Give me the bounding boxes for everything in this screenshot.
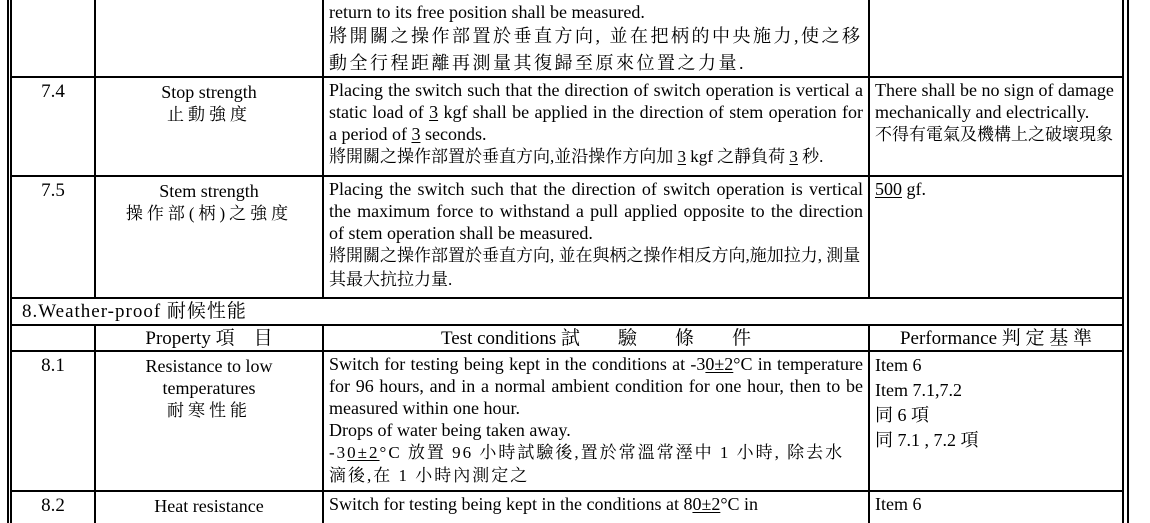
conditions-7-5-english: Placing the switch such that the direction of switch operation is vertical the maximum force to withstand a pull applied opposite to the direction of stem operation shall be measured. (329, 179, 863, 243)
conditions-7-4-english: Placing the switch such that the direction of switch operation is vertical a static load of 3 kgf shall be applied in the direction of stem operation for a period of 3 seconds. (329, 80, 863, 144)
section-8-title: 8.Weather-proof 耐候性能 (12, 299, 1122, 326)
conditions-7-3-english: return to its free position shall be measured. (329, 2, 645, 22)
cell-property-7-4 (96, 78, 324, 177)
header-performance: Performance 判 定 基 準 (870, 326, 1122, 352)
property-8-1-english-line2: temperatures (162, 378, 256, 398)
performance-7-4-english: There shall be no sign of damage mechanically and electrically. (875, 80, 1114, 122)
property-8-1-english-line1: Resistance to low (145, 356, 273, 376)
conditions-8-1-chinese: -30±2°C 放置 96 小時試驗後,置於常溫常溼中 1 小時, 除去水滴後,在 1 小時內測定之 (329, 443, 845, 485)
performance-8-1-line4: 同 7.1 , 7.2 項 (875, 430, 979, 450)
performance-8-1-line1: Item 6 (875, 355, 922, 375)
cell-performance-7-4 (870, 78, 1122, 177)
cell-item-7-5: 7.5 (12, 177, 96, 299)
property-7-4-english: Stop strength (161, 82, 257, 102)
performance-7-4-chinese: 不得有電氣及機構上之破壞現象 (875, 125, 1113, 144)
performance-8-1-line3: 同 6 項 (875, 405, 929, 425)
cell-conditions-8-2 (324, 492, 870, 523)
cell-property-8-2 (96, 492, 324, 523)
cell-performance-8-2 (870, 492, 1122, 523)
property-7-5-chinese: 操作部(柄)之強度 (125, 204, 293, 223)
performance-8-1-line2: Item 7.1,7.2 (875, 380, 962, 400)
cell-conditions-7-5 (324, 177, 870, 299)
header-test-conditions: Test conditions 試 驗 條 件 (324, 326, 870, 352)
property-7-4-chinese: 止動強度 (167, 105, 251, 124)
header-property: Property 項 目 (96, 326, 324, 352)
conditions-8-1-english-2: Drops of water being taken away. (329, 420, 571, 440)
conditions-8-1-english: Switch for testing being kept in the conditions at -30±2°C in temperature for 96 hours, and in a normal ambient condition for one hour, then to be measured within one hour. (329, 354, 863, 418)
cell-performance-8-1 (870, 352, 1122, 492)
property-8-2-english: Heat resistance (154, 496, 264, 516)
performance-8-2-value: Item 6 (875, 494, 922, 514)
cell-performance-blank (870, 0, 1122, 78)
property-8-1-chinese: 耐寒性能 (167, 401, 251, 420)
cell-item-8-1: 8.1 (12, 352, 96, 492)
header-item-blank (12, 326, 96, 352)
cell-item-blank (12, 0, 96, 78)
conditions-7-3-chinese: 將開關之操作部置於垂直方向, 並在把柄的中央施力,使之移動全行程距離再測量其復歸至原來位置之力量. (329, 26, 863, 73)
cell-conditions-7-3 (324, 0, 870, 78)
conditions-7-4-chinese: 將開關之操作部置於垂直方向,並沿操作方向加 3 kgf 之靜負荷 3 秒. (329, 147, 824, 166)
cell-item-8-2: 8.2 (12, 492, 96, 523)
cell-property-8-1 (96, 352, 324, 492)
spec-table (7, 0, 1129, 523)
conditions-8-2-english: Switch for testing being kept in the conditions at 80±2°C in (329, 494, 759, 514)
cell-property-7-5 (96, 177, 324, 299)
cell-property-blank (96, 0, 324, 78)
cell-conditions-8-1 (324, 352, 870, 492)
property-7-5-english: Stem strength (159, 181, 259, 201)
conditions-7-5-chinese: 將開關之操作部置於垂直方向, 並在與柄之操作相反方向,施加拉力, 測量其最大抗拉力量. (329, 246, 861, 289)
cell-performance-7-5 (870, 177, 1122, 299)
cell-item-7-4: 7.4 (12, 78, 96, 177)
performance-7-5-value: 500 gf. (875, 179, 926, 199)
cell-conditions-7-4 (324, 78, 870, 177)
